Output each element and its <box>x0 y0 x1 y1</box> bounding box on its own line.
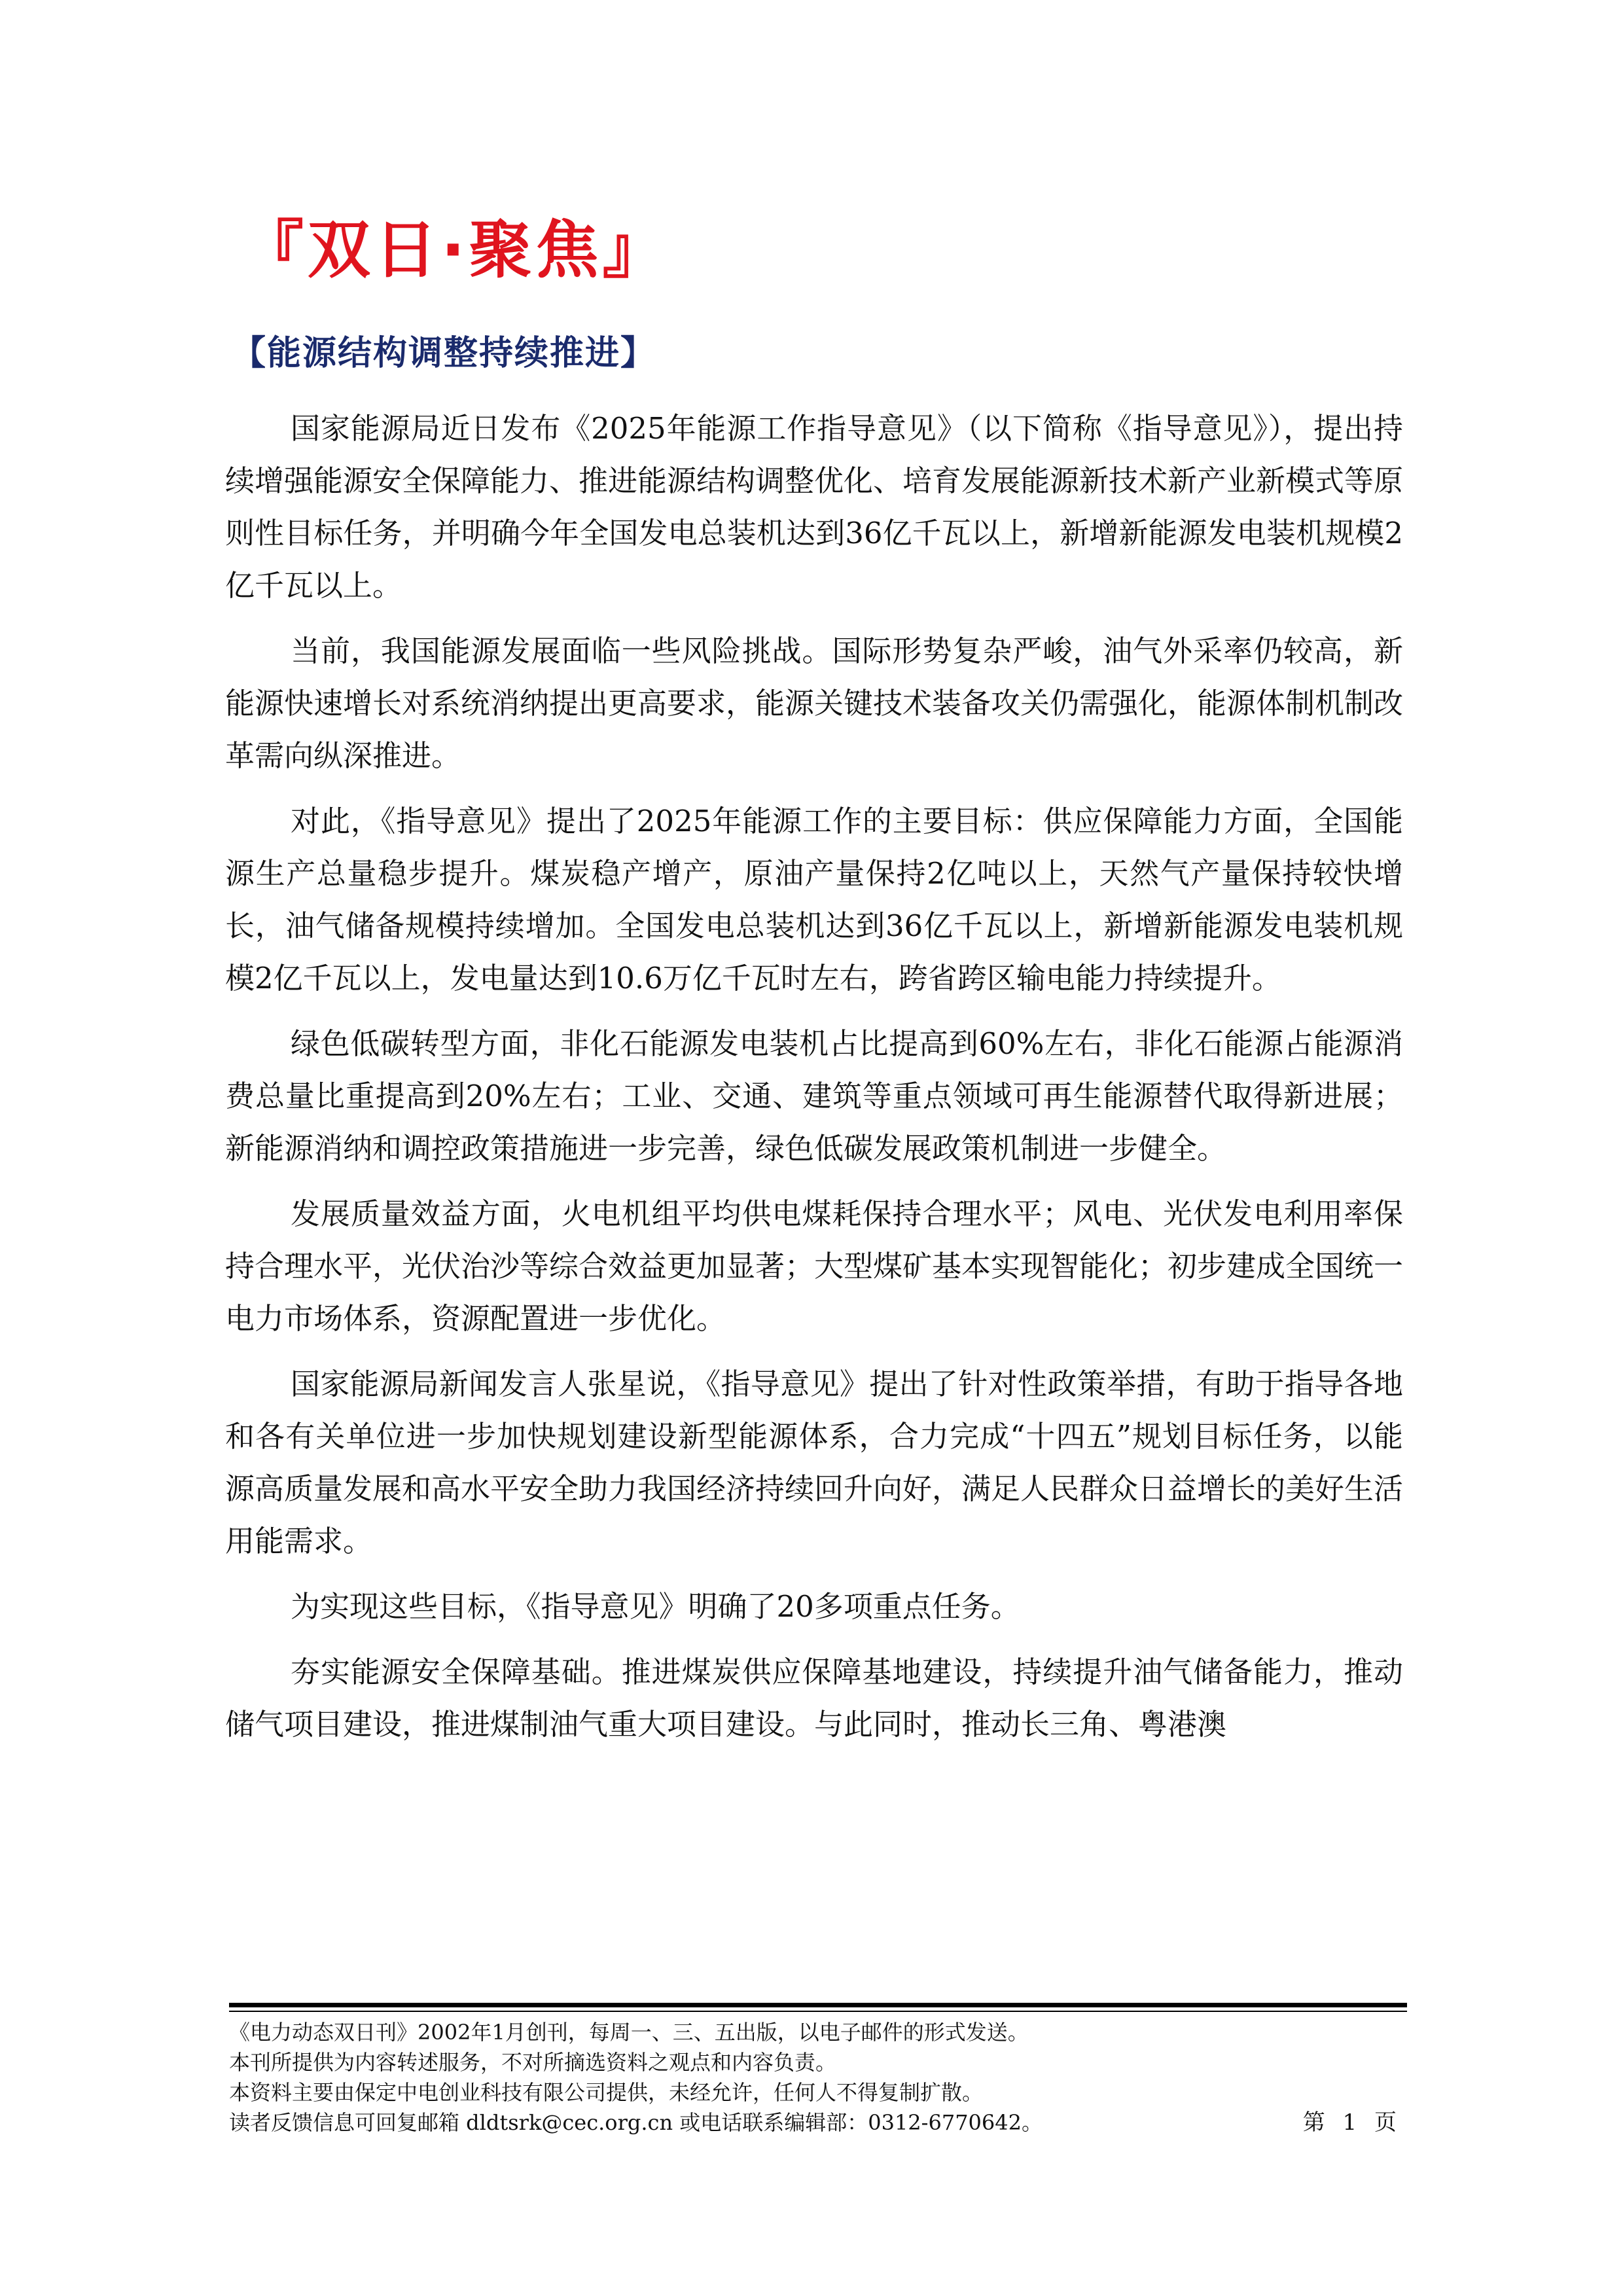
footer-divider-thick <box>229 2003 1407 2007</box>
section-title: 『双日·聚焦』 <box>241 213 669 287</box>
paragraph: 国家能源局近日发布《2025年能源工作指导意见》（以下简称《指导意见》），提出持续增强能源安全保障能力、推进能源结构调整优化、培育发展能源新技术新产业新模式等原则性目标任务，并明确今年全国发电总装机达到36亿千瓦以上，新增新能源发电装机规模2亿千瓦以上。 <box>225 411 1404 603</box>
paragraph: 绿色低碳转型方面，非化石能源发电装机占比提高到60%左右，非化石能源占能源消费总量比重提高到20%左右；工业、交通、建筑等重点领域可再生能源替代取得新进展；新能源消纳和调控政策措施进一步完善，绿色低碳发展政策机制进一步健全。 <box>225 1026 1403 1166</box>
paragraph: 夯实能源安全保障基础。推进煤炭供应保障基地建设，持续提升油气储备能力，推动储气项目建设，推进煤制油气重大项目建设。与此同时，推动长三角、粤港澳 <box>225 1655 1403 1742</box>
paragraph: 为实现这些目标，《指导意见》明确了20多项重点任务。 <box>291 1589 1020 1624</box>
footer-disclaimer: 本刊所提供为内容转述服务，不对所摘选资料之观点和内容负责。 <box>229 2050 837 2075</box>
article-heading: 【能源结构调整持续推进】 <box>232 334 656 373</box>
paragraph: 国家能源局新闻发言人张星说，《指导意见》提出了针对性政策举措，有助于指导各地和各有关单位进一步加快规划建设新型能源体系，合力完成“十四五”规划目标任务，以能源高质量发展和高水平安全助力我国经济持续回升向好，满足人民群众日益增长的美好生活用能需求。 <box>225 1367 1404 1558</box>
paragraph: 当前，我国能源发展面临一些风险挑战。国际形势复杂严峻，油气外采率仍较高，新能源快速增长对系统消纳提出更高要求，能源关键技术装备攻关仍需强化，能源体制机制改革需向纵深推进。 <box>225 634 1404 773</box>
paragraph: 对此，《指导意见》提出了2025年能源工作的主要目标：供应保障能力方面，全国能源生产总量稳步提升。煤炭稳产增产，原油产量保持2亿吨以上，天然气产量保持较快增长，油气储备规模持续增加。全国发电总装机达到36亿千瓦以上，新增新能源发电装机规模2亿千瓦以上，发电量达到10.6万亿千瓦时左右，跨省跨区输电能力持续提升。 <box>225 804 1403 996</box>
footer-copyright: 本资料主要由保定中电创业科技有限公司提供，未经允许，任何人不得复制扩散。 <box>229 2080 984 2105</box>
article-body <box>225 403 1403 1764</box>
footer-divider-thin <box>229 2011 1407 2012</box>
footer <box>229 2003 1407 2138</box>
page-number: 第 1 页 <box>1302 2109 1402 2136</box>
paragraph: 发展质量效益方面，火电机组平均供电煤耗保持合理水平；风电、光伏发电利用率保持合理水平，光伏治沙等综合效益更加显著；大型煤矿基本实现智能化；初步建成全国统一电力市场体系，资源配置进一步优化。 <box>225 1196 1404 1336</box>
footer-contact: 读者反馈信息可回复邮箱 dldtsrk@cec.org.cn 或电话联系编辑部：0312-6770642。 <box>229 2110 1043 2135</box>
footer-contact-row <box>229 2108 1407 2138</box>
footer-publication-info: 《电力动态双日刊》2002年1月创刊，每周一、三、五出版，以电子邮件的形式发送。 <box>229 2020 1029 2045</box>
footer-notes <box>229 2017 1407 2138</box>
